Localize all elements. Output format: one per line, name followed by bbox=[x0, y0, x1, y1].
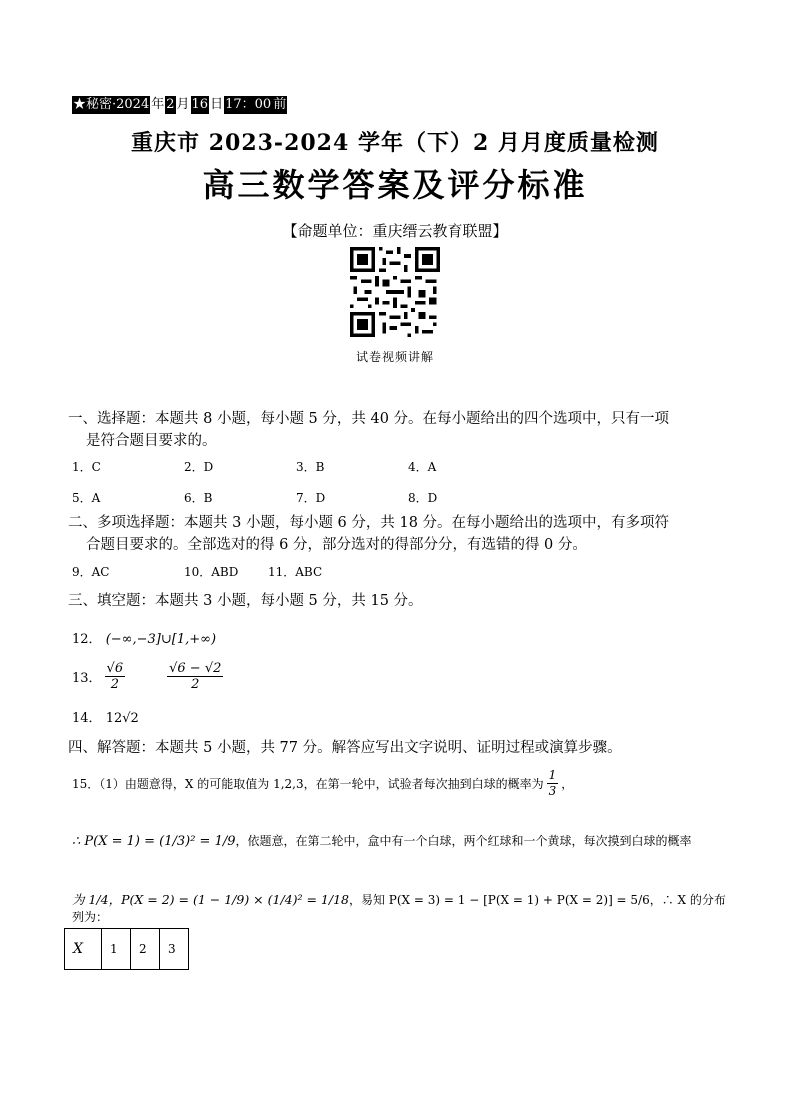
secret-part: 2 bbox=[166, 97, 175, 112]
section-heading-line: 二、多项选择题：本题共 3 小题，每小题 6 分，共 18 分。在每小题给出的选项中，有多项符 bbox=[68, 515, 670, 531]
section-heading-line: 一、选择题：本题共 8 小题，每小题 5 分，共 40 分。在每小题给出的四个选项中，只有一项 bbox=[68, 411, 670, 427]
section-heading-line: 是符合题目要求的。 bbox=[86, 433, 217, 449]
section-multi-heading bbox=[68, 512, 728, 556]
math-expression: (−∞,−3]∪[1,+∞) bbox=[105, 632, 217, 647]
answer-item: 3．B bbox=[296, 460, 325, 474]
fraction-numerator: 1 bbox=[548, 768, 557, 782]
qr-caption: 试卷视频讲解 bbox=[355, 350, 434, 364]
fraction-numerator: √6 bbox=[106, 661, 124, 676]
question-number: 12． bbox=[72, 632, 102, 647]
author-unit: 【命题单位：重庆缙云教育联盟】 bbox=[282, 222, 508, 240]
q12-answer bbox=[72, 628, 216, 647]
question-number: 13． bbox=[72, 671, 102, 686]
answer-item: 2．D bbox=[184, 460, 214, 474]
distribution-table bbox=[64, 928, 189, 970]
exam-title: 重庆市 2023-2024 学年（下）2 月月度质量检测 bbox=[131, 130, 659, 156]
fraction-numerator: √6 − √2 bbox=[169, 661, 222, 676]
answer-item: 5．A bbox=[72, 491, 101, 505]
table-row bbox=[65, 929, 189, 970]
table-header-cell: X bbox=[65, 929, 102, 970]
q13-answer bbox=[72, 661, 226, 692]
q15-line2 bbox=[72, 832, 732, 849]
math-expression: ∴ P(X = 1) = (1/3)² = 1/9 bbox=[72, 834, 236, 849]
fraction bbox=[547, 768, 559, 799]
qr-code-icon[interactable] bbox=[350, 247, 440, 337]
q15-line3 bbox=[72, 890, 732, 925]
secret-part: 17：00 bbox=[225, 97, 272, 112]
answer-item: 6．B bbox=[184, 491, 213, 505]
fraction bbox=[167, 661, 223, 692]
fraction-denominator: 3 bbox=[548, 784, 557, 798]
answer-item: 10．ABD bbox=[184, 565, 239, 579]
fraction-denominator: 2 bbox=[110, 677, 119, 692]
answer-item: 7．D bbox=[296, 491, 326, 505]
solution-text: ，依题意，在第二轮中，盒中有一个白球，两个红球和一个黄球，每次摸到白球的概率 bbox=[235, 834, 692, 848]
fraction bbox=[105, 661, 126, 692]
section-fill-heading: 三、填空题：本题共 3 小题，每小题 5 分，共 15 分。 bbox=[68, 593, 423, 609]
secret-part: 月 bbox=[176, 97, 190, 112]
secret-part: ★秘密·2024 bbox=[73, 97, 150, 112]
math-expression: 为 1/4，P(X = 2) = (1 − 1/9) × (1/4)² = 1/18 bbox=[72, 892, 349, 907]
answer-item: 11．ABC bbox=[268, 565, 323, 579]
answer-item: 9．AC bbox=[72, 565, 110, 579]
section-choice-heading bbox=[68, 408, 728, 452]
secret-part: 日 bbox=[210, 97, 224, 112]
confidential-banner bbox=[72, 96, 287, 114]
table-cell: 2 bbox=[131, 929, 160, 970]
q14-answer bbox=[72, 707, 139, 726]
section-solution-heading: 四、解答题：本题共 5 小题，共 77 分。解答应写出文字说明、证明过程或演算步骤。 bbox=[68, 740, 622, 756]
answer-item: 8．D bbox=[408, 491, 438, 505]
section-heading-line: 合题目要求的。全部选对的得 6 分，部分选对的得部分分，有选错的得 0 分。 bbox=[86, 537, 587, 553]
document-title: 高三数学答案及评分标准 bbox=[202, 166, 588, 204]
fraction-denominator: 2 bbox=[191, 677, 200, 692]
q15-line1: 15．（1）由题意得，X 的可能取值为 1,2,3，在第一轮中，试验者每次抽到白球的概率为 $\frac{1}{3}$ ， bbox=[72, 768, 574, 798]
answer-item: 4．A bbox=[408, 460, 437, 474]
table-cell: 1 bbox=[102, 929, 131, 970]
solution-text: 15．（1）由题意得，X 的可能取值为 1,2,3，在第一轮中，试验者每次抽到白球的概率为 bbox=[72, 777, 544, 791]
secret-part: 年 bbox=[151, 97, 165, 112]
answer-item: 1．C bbox=[72, 460, 101, 474]
solution-text: ，易知 P(X = 3) = 1 − [P(X = 1) + P(X = 2)] = 5/6，∴ X 的分布列为： bbox=[72, 893, 726, 924]
secret-part: 16 bbox=[191, 97, 209, 112]
question-number: 14． bbox=[72, 711, 102, 726]
secret-part: 前 bbox=[273, 97, 287, 112]
math-expression: 12√2 bbox=[105, 711, 139, 726]
table-cell: 3 bbox=[160, 929, 189, 970]
